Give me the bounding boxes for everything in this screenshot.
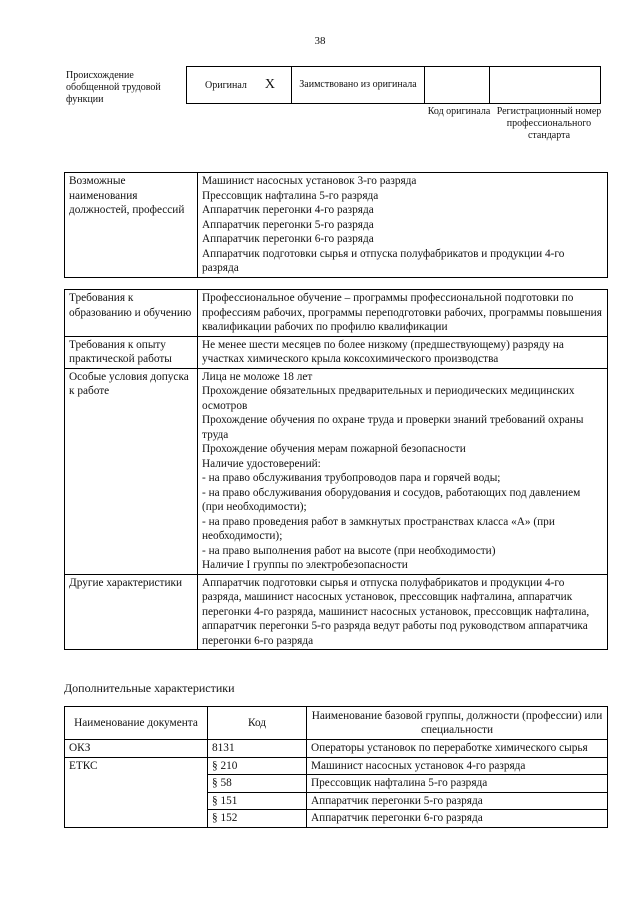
condition-item: Прохождение обязательных предварительных и периодических медицинских осмотров: [202, 385, 575, 412]
etks-name: Аппаратчик перегонки 6-го разряда: [307, 810, 608, 828]
page-number: 38: [314, 35, 326, 47]
etks-name: Прессовщик нафталина 5-го разряда: [307, 775, 608, 793]
other-characteristics-text: Аппаратчик подготовки сырья и отпуска полуфабрикатов и продукции 4-го разряда, машинист насосных установок, прессовщик нафталина, аппаратчик перегонки 4-го разряда, машинист насосных установок, прессовщик нафталина, аппаратчик перегонки 5-го разряда ведут работы под руководством аппаратчика перегонки 6-го разряда: [198, 574, 608, 650]
original-label: Оригинал: [205, 80, 247, 91]
special-conditions-label: Особые условия допуска к работе: [65, 368, 198, 574]
original-cell: [187, 67, 292, 104]
etks-code: § 152: [208, 810, 307, 828]
condition-item: - на право проведения работ в замкнутых пространствах класса «А» (при необходимости);: [202, 515, 555, 542]
position-item: Аппаратчик перегонки 4-го разряда: [202, 204, 374, 216]
header-document: Наименование документа: [65, 707, 208, 740]
condition-item: Прохождение обучения по охране труда и проверки знаний требований охраны труда: [202, 414, 584, 441]
origin-label: Происхождение обобщенной трудовой функции: [66, 70, 161, 105]
position-item: Аппаратчик подготовки сырья и отпуска полуфабрикатов и продукции 4-го разряда: [202, 247, 565, 274]
etks-doc: ЕТКС: [65, 757, 208, 827]
position-item: Машинист насосных установок 3-го разряда: [202, 175, 417, 187]
etks-code: § 151: [208, 792, 307, 810]
additional-title: Дополнительные характеристики: [64, 681, 235, 695]
registration-caption: Регистрационный номер профессионального стандарта: [496, 106, 602, 141]
borrowed-label: Заимствовано из оригинала: [292, 67, 425, 104]
condition-item: - на право выполнения работ на высоте (при необходимости): [202, 544, 496, 557]
origin-table: [186, 66, 601, 104]
registration-number-cell: [490, 67, 601, 104]
etks-code: § 58: [208, 775, 307, 793]
positions-table: [64, 172, 608, 278]
positions-list: [198, 173, 608, 278]
positions-label: Возможные наименования должностей, профессий: [65, 173, 198, 278]
okz-doc: ОКЗ: [65, 740, 208, 758]
condition-item: Прохождение обучения мерам пожарной безопасности: [202, 443, 466, 455]
position-item: Аппаратчик перегонки 5-го разряда: [202, 218, 374, 231]
header-code: Код: [208, 707, 307, 740]
etks-name: Аппаратчик перегонки 5-го разряда: [307, 792, 608, 810]
condition-item: - на право обслуживания трубопроводов пара и горячей воды;: [202, 472, 501, 484]
condition-item: - на право обслуживания оборудования и сосудов, работающих под давлением (при необходимости);: [202, 486, 581, 513]
position-item: Прессовщик нафталина 5-го разряда: [202, 189, 379, 202]
okz-name: Операторы установок по переработке химического сырья: [307, 740, 608, 758]
condition-item: Наличие I группы по электробезопасности: [202, 559, 408, 571]
header-name: Наименование базовой группы, должности (профессии) или специальности: [307, 707, 608, 740]
table-row: [65, 757, 608, 775]
special-conditions-list: [198, 368, 608, 574]
etks-name: Машинист насосных установок 4-го разряда: [307, 757, 608, 775]
additional-table: [64, 706, 608, 828]
position-item: Аппаратчик перегонки 6-го разряда: [202, 233, 374, 245]
table-row: [65, 740, 608, 758]
education-label: Требования к образованию и обучению: [65, 290, 198, 337]
condition-item: Лица не моложе 18 лет: [202, 370, 313, 383]
original-code-cell: [425, 67, 490, 104]
experience-label: Требования к опыту практической работы: [65, 336, 198, 368]
other-characteristics-label: Другие характеристики: [65, 574, 198, 650]
original-mark: X: [264, 77, 276, 92]
requirements-table: [64, 289, 608, 650]
etks-code: § 210: [208, 757, 307, 775]
okz-code: 8131: [208, 740, 307, 758]
experience-text: Не менее шести месяцев по более низкому (предшествующему) разряду на участках химического крыла коксохимического производства: [198, 336, 608, 368]
code-caption: Код оригинала: [427, 106, 491, 117]
education-text: Профессиональное обучение – программы профессиональной подготовки по профессиям рабочих, программы переподготовки рабочих, программы повышения квалификации рабочих по профилю квалификации: [198, 290, 608, 337]
condition-item: Наличие удостоверений:: [202, 457, 321, 470]
